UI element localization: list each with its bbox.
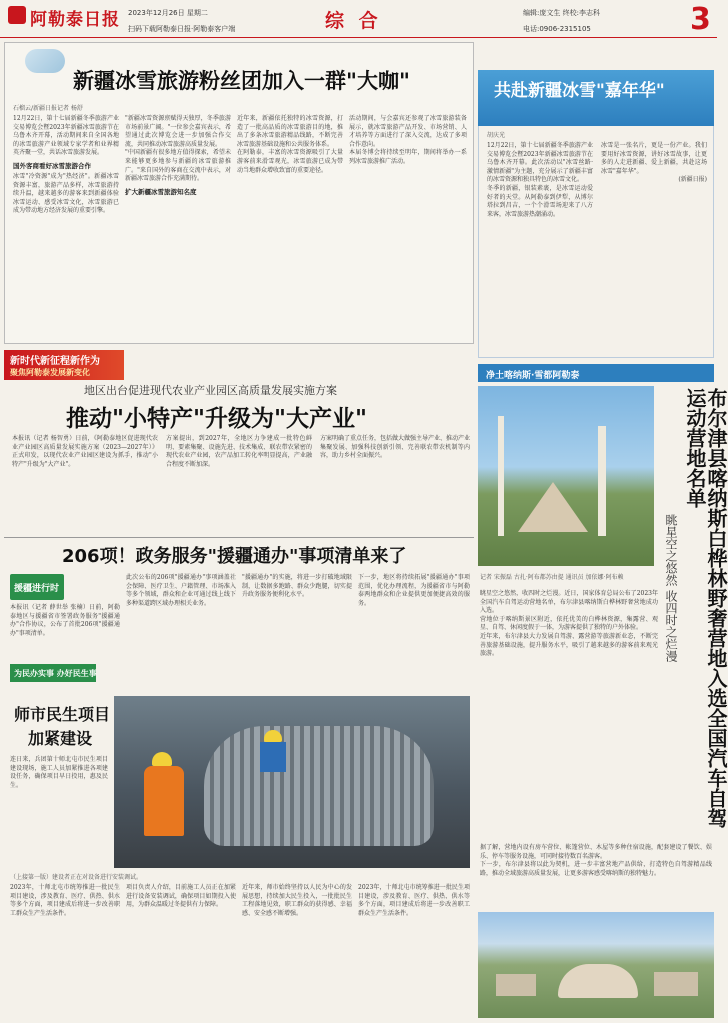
paragraph: 眺星空之悠然，收四时之烂漫。近日，国家体育总局公布了2023年全国汽车自驾运动营地名单，布尔津县喀纳斯白桦林野奢营地成功入选。 [480,590,658,615]
paragraph: 方案明确了重点任务，包括做大做强主导产业、推动产业集聚发展、加强科技创新引领、完善联农带农机制等内容，助力乡村全面振兴。 [320,435,471,460]
paragraph: 下一步，地区将持续拓展"援疆通办"事项范围，优化办理流程，为援疆省市与阿勒泰两地群众和企业提供更加便捷高效的服务。 [358,574,470,607]
camp-building-icon [558,964,638,998]
aerial-photo [478,912,714,1018]
headline-carnival-line: 共赴新疆冰雪"嘉年华" [494,81,665,101]
worker-figure [144,766,184,836]
paragraph: 连日来，兵团第十师北屯市民生项目建设现场，施工人员加紧推进各项建设任务，确保项目早日投用，惠及民生。 [10,756,108,789]
camp-building-icon [654,972,698,996]
column-2 [126,574,236,652]
column-3 [242,574,352,652]
headline-line-2: 加紧建设 [28,729,93,748]
paragraph: 据了解，营地内设有房车营位、帐篷营位、木屋等多种住宿设施，配套建设了餐饮、娱乐、停车等服务设施，可同时接待数百名游客。 [480,844,712,860]
paragraph: 方案提出，到2027年，全地区力争建成一批特色鲜明、要素集聚、设施先进、技术集成、联农带农紧密的现代农业产业园，农产品加工转化率明显提高，产业融合程度不断加深。 [166,435,312,468]
paragraph: 在阿勒泰，丰富的冰雪资源吸引了大量游客前来滑雪观光，冰雪旅游已成为带动当地群众增收致富的重要途径。 [237,149,343,174]
subhead-visibility: 扩大新疆冰雪旅游知名度 [125,187,197,196]
headline-burqin-camp: 布尔津县喀纳斯白桦林野奢营地入选全国汽车自驾运动营地名单 [683,388,728,828]
hard-hat-icon [152,752,172,766]
camp-building-icon [496,974,536,996]
worker-figure [260,742,286,772]
column-3 [320,435,470,531]
kicker-new-era: 新时代新征程新作为 [10,356,100,367]
subtitle-burqin-camp: 眺星空之悠然 收四时之烂漫 [664,514,678,662]
column-4 [358,574,470,652]
intro-column [10,756,108,864]
paragraph: 12月22日，第十七届新疆冬季旅游产业交易博览会暨2023年新疆冰雪旅游节在乌鲁木齐开幕。此次活动以"冰雪丝路·激情新疆"为主题，充分展示了新疆丰富的冰雪资源和独具特色的冰雪文化。 [487,142,593,184]
divider [4,537,474,538]
subtitle-small-specialty: 地区出台促进现代农业产业园区高质量发展实施方案 [84,384,337,397]
column-2 [480,844,712,904]
paper-name: 阿勒泰日报 [30,10,120,30]
editor-line: 编辑:庞文生 终校:李志科 [523,9,600,17]
headline-line-1: 师市民生项目 [14,705,111,724]
column-1 [13,115,119,340]
kicker-aid-badge [10,574,64,600]
kicker-banner-blue [478,364,714,382]
kicker-banner [4,350,124,380]
kicker-kanas: 净土喀纳斯·雪都阿勒泰 [486,371,580,381]
column-3 [237,115,343,340]
column-1 [487,142,593,352]
paragraph: 2023年，十师北屯市统筹推进一批民生项目建设，涉及教育、医疗、供热、供水等多个方面，项目建成后将进一步改善职工群众生产生活条件。 [10,884,120,917]
paragraph: 营地位于喀纳斯景区附近，依托优美的白桦林资源，集露营、观星、自驾、休闲度假于一体，为游客提供了独特的户外体验。 [480,615,658,632]
byline-ice-snow-fans: 石榴云/新疆日报记者 杨舒 [13,105,83,112]
paragraph: 12月22日，第十七届新疆冬季旅游产业交易博览会暨2023年新疆冰雪旅游节在乌鲁木齐开幕，活动期间来自全国各地的冰雪旅游产业领域专家学者和业界精英齐聚一堂，共话冰雪旅游发展。 [13,115,119,157]
scan-line: 扫码下载阿勒泰日报·阿勒泰客户端 [128,25,236,33]
paragraph: 本报讯（记者 杨智勇）日前，《阿勒泰地区促进现代农业产业园区高质量发展实施方案（2023—2027年）》正式印发，以现代农业产业园区建设为抓手，推动"小特产"升级为"大产业"。 [12,435,158,468]
column-2 [601,142,707,352]
construction-photo [114,696,470,868]
page-number: 3 [690,2,711,37]
paragraph: 下一步，布尔津县将以此为契机，进一步丰富营地产品供给，打造特色自驾游精品线路，推动全域旅游高质量发展，让更多游客感受喀纳斯的独特魅力。 [480,861,712,877]
headline-small-specialty: 推动"小特产"升级为"大产业" [66,406,367,432]
column-1 [10,884,120,1016]
column-3 [242,884,352,1016]
phone-line: 电话:0906-2315105 [523,25,591,33]
article-small-specialty [4,350,474,535]
subhead-foreign-merchants: 国外客商看好冰雪旅游合作 [13,161,91,170]
kicker-aid-label: 援疆进行时 [14,584,60,594]
byline-carnival: 胡庆光 [487,132,506,139]
column-2 [166,435,312,531]
carnival-banner [478,70,714,126]
paragraph: 本报讯（记者 薛世举 张楠）日前，阿勒泰地区与援疆省市签署政务服务"援疆通办"合作协议，公布了首批206项"援疆通办"事项清单。 [10,604,120,637]
kicker-livelihood: 为民办实事 办好民生事 [14,669,97,678]
newspaper-logo-icon [8,6,26,24]
column-1 [12,435,158,531]
paragraph: "中国新疆有很多地方值得探索，希望未来能够更多地参与新疆的冰雪旅游推广。"来自国外的客商在交流中表示，对新疆冰雪旅游合作充满期待。 [125,149,231,183]
source-note: (新疆日报) [678,176,707,184]
byline-burqin-camp: 记者 宋振磊 古扎·阿布都苏由提 通讯员 加依娜·阿布赖 [480,574,624,581]
paragraph: "援疆通办"的实施，将进一步打破地域限制，让数据多跑路、群众少跑腿，切实提升政务服务便利化水平。 [242,574,352,599]
headline-ice-snow-fans: 新疆冰雪旅游粉丝团加入一群"大咖" [73,69,410,93]
column-4 [358,884,470,1016]
hard-hat-icon [264,730,282,742]
date-line: 2023年12月26日 星期二 [128,9,208,17]
article-carnival [478,70,714,360]
column-2 [125,115,231,340]
paragraph: 冬季的新疆，银装素裹，是冰雪运动爱好者的天堂。从阿勒泰到伊犁，从博尔塔拉到昌吉，一个个滑雪场迎来了八方来客，冰雪旅游热潮涌动。 [487,184,593,218]
section-name: 综 合 [325,10,382,32]
kicker-banner-green [10,664,96,682]
article-ice-snow-fans [4,42,474,344]
headline-206-items: 206项！政务服务"援疆通办"事项清单来了 [62,546,407,567]
carnival-body-frame [478,126,714,358]
kicker-sub: 聚焦阿勒泰发展新变化 [10,368,90,377]
paragraph: 近年来，布尔津县大力发展自驾游、露营游等旅游新业态，不断完善旅游基础设施，提升服务水平，吸引了越来越多的游客前来观光旅游。 [480,632,658,658]
paragraph: 近年来，师市始终坚持以人民为中心的发展思想，持续加大民生投入，一批批民生工程落地见效，职工群众的获得感、幸福感、安全感不断增强。 [242,884,352,917]
snowflake-decoration-icon [25,49,65,73]
birch-trunk [498,416,504,536]
article-206-items [4,540,474,655]
paragraph: 活动期间，与会嘉宾还参观了冰雪旅游装备展示，就冰雪旅游产品开发、市场营销、人才培养等方面进行了深入交流，达成了多项合作意向。 [349,115,467,148]
turbine-rotor [204,726,434,846]
tent-icon [518,482,588,532]
paragraph: 2023年，十师北屯市统筹推进一批民生项目建设，涉及教育、医疗、供热、供水等多个方面，项目建成后将进一步改善职工群众生产生活条件。 [358,884,470,917]
article-burqin-camp [478,364,728,1020]
column-4 [349,115,467,340]
masthead [0,0,717,38]
paragraph: 冰雪是一张名片，更是一份产业。我们要用好冰雪资源，讲好冰雪故事，让更多的人走进新疆、爱上新疆，共赴这场冰雪"嘉年华"。 [601,142,707,175]
article-livelihood-projects [4,660,474,1020]
column-2 [126,884,236,1016]
column-1 [10,604,120,652]
paragraph: 冰雪"冷资源"成为"热经济"。新疆冰雪资源丰富，旅游产品多样，冰雪旅游持续升温，越来越多的游客来到新疆体验冰雪运动、感受冰雪文化，冰雪旅游已成为带动地方经济发展的重要引擎。 [13,172,119,215]
paragraph: 本届冬博会将持续至明年，期间将举办一系列冰雪旅游推广活动。 [349,149,467,165]
paragraph: 项目负责人介绍，目前施工人员正在加紧进行设备安装调试，确保项目如期投入使用，为群众温暖过冬提供有力保障。 [126,884,236,909]
paragraph: 近年来，新疆依托独特的冰雪资源，打造了一批高品质的冰雪旅游目的地，推出了多条冰雪旅游精品线路，不断完善冰雪旅游基础设施和公共服务体系。 [237,115,343,148]
paragraph: "新疆冰雪资源禀赋得天独厚，冬季旅游市场前景广阔。"一位参会嘉宾表示，希望通过此次博览会进一步加强合作交流，共同推动冰雪旅游高质量发展。 [125,115,231,148]
paragraph: 此次公布的206项"援疆通办"事项涵盖社会保障、医疗卫生、户籍管理、市场准入等多个领域，群众和企业可通过线上线下多种渠道跨区域办理相关业务。 [126,574,236,607]
birch-trunk [598,426,606,536]
column-1 [480,590,658,840]
landscape-photo [478,386,654,566]
photo-caption: （上接第一版）建设者正在对设备进行安装调试。 [10,874,143,881]
